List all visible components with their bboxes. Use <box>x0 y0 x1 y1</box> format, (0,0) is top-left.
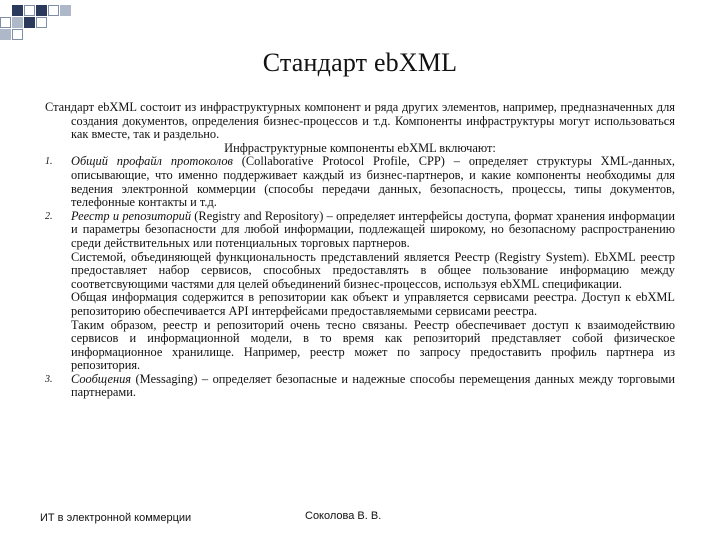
list-item <box>45 155 675 209</box>
footer-course: ИТ в электронной коммерции <box>40 512 192 524</box>
deco-square <box>12 5 23 16</box>
deco-square <box>0 29 11 40</box>
deco-square <box>48 5 59 16</box>
deco-square <box>12 17 23 28</box>
corner-squares-decoration <box>0 0 100 50</box>
list-text: (Collaborative Protocol Profile, CPP) – определяет структуры XML-данных, описывающие, что именно поддерживает каждый из бизнес-партнеров, и какие компоненты необходимы для ведения электронной коммерции (способы передачи данных, безопасность, процессы, типы документов, телефонные контакты и т.д. <box>71 154 675 210</box>
list-item <box>45 373 675 400</box>
list-term: Общий профайл протоколов <box>71 154 233 169</box>
list-text: (Registry and Repository) – определяет интерфейсы доступа, формат хранения информации и параметры безопасности для любой информации, подлежащей широкому, но безопасному распространению среди действительных или потенциальных торговых партнеров. <box>71 208 675 250</box>
registry-paragraph: Системой, объединяющей функциональность представлений является Реестр (Registry System). EbXML реестр предоставляет набор сервисов, способных предоставлять в общее пользование информацию между соответсвующими частями для целей объединений бизнес-процессов, используя ebXML спецификации. <box>71 249 675 291</box>
components-heading: Инфраструктурные компоненты ebXML включают: <box>224 140 496 155</box>
deco-square <box>24 5 35 16</box>
deco-square <box>12 29 23 40</box>
repository-paragraph: Общая информация содержится в репозитории как объект и управляется сервисами реестра. Доступ к ebXML репозиторию обеспечивается API интерфейсами предоставляемыми сервисами реестра. <box>71 290 675 318</box>
list-term: Реестр и репозиторий <box>71 208 192 223</box>
deco-square <box>24 17 35 28</box>
deco-square <box>36 17 47 28</box>
slide-body <box>45 101 675 400</box>
deco-square <box>0 17 11 28</box>
list-item <box>45 210 675 251</box>
list-text: (Messaging) – определяет безопасные и надежные способы перемещения данных между торговыми партнерами. <box>71 371 675 400</box>
summary-paragraph: Таким образом, реестр и репозиторий очень тесно связаны. Реестр обеспечивает доступ к взаимодействию сервисов и информационной модели, в то время как репозиторий представляет собой физическое информационное хранилище. Например, реестр может по запросу предоставить профиль партнера из репозитория. <box>71 317 675 373</box>
deco-square <box>36 5 47 16</box>
deco-square <box>60 5 71 16</box>
intro-paragraph: Стандарт ebXML состоит из инфраструктурных компонент и ряда других элементов, например, предназначенных для создания документов, определения бизнес-процессов и т.д. Компоненты инфраструктуры могут использоваться как вместе, так и раздельно. <box>45 100 675 142</box>
list-term: Сообщения <box>71 371 132 386</box>
list-number: 1. <box>45 156 53 168</box>
list-number: 3. <box>45 373 53 385</box>
slide-title: Стандарт ebXML <box>262 48 458 77</box>
list-number: 2. <box>45 210 53 222</box>
footer-author: Соколова В. В. <box>305 510 382 522</box>
